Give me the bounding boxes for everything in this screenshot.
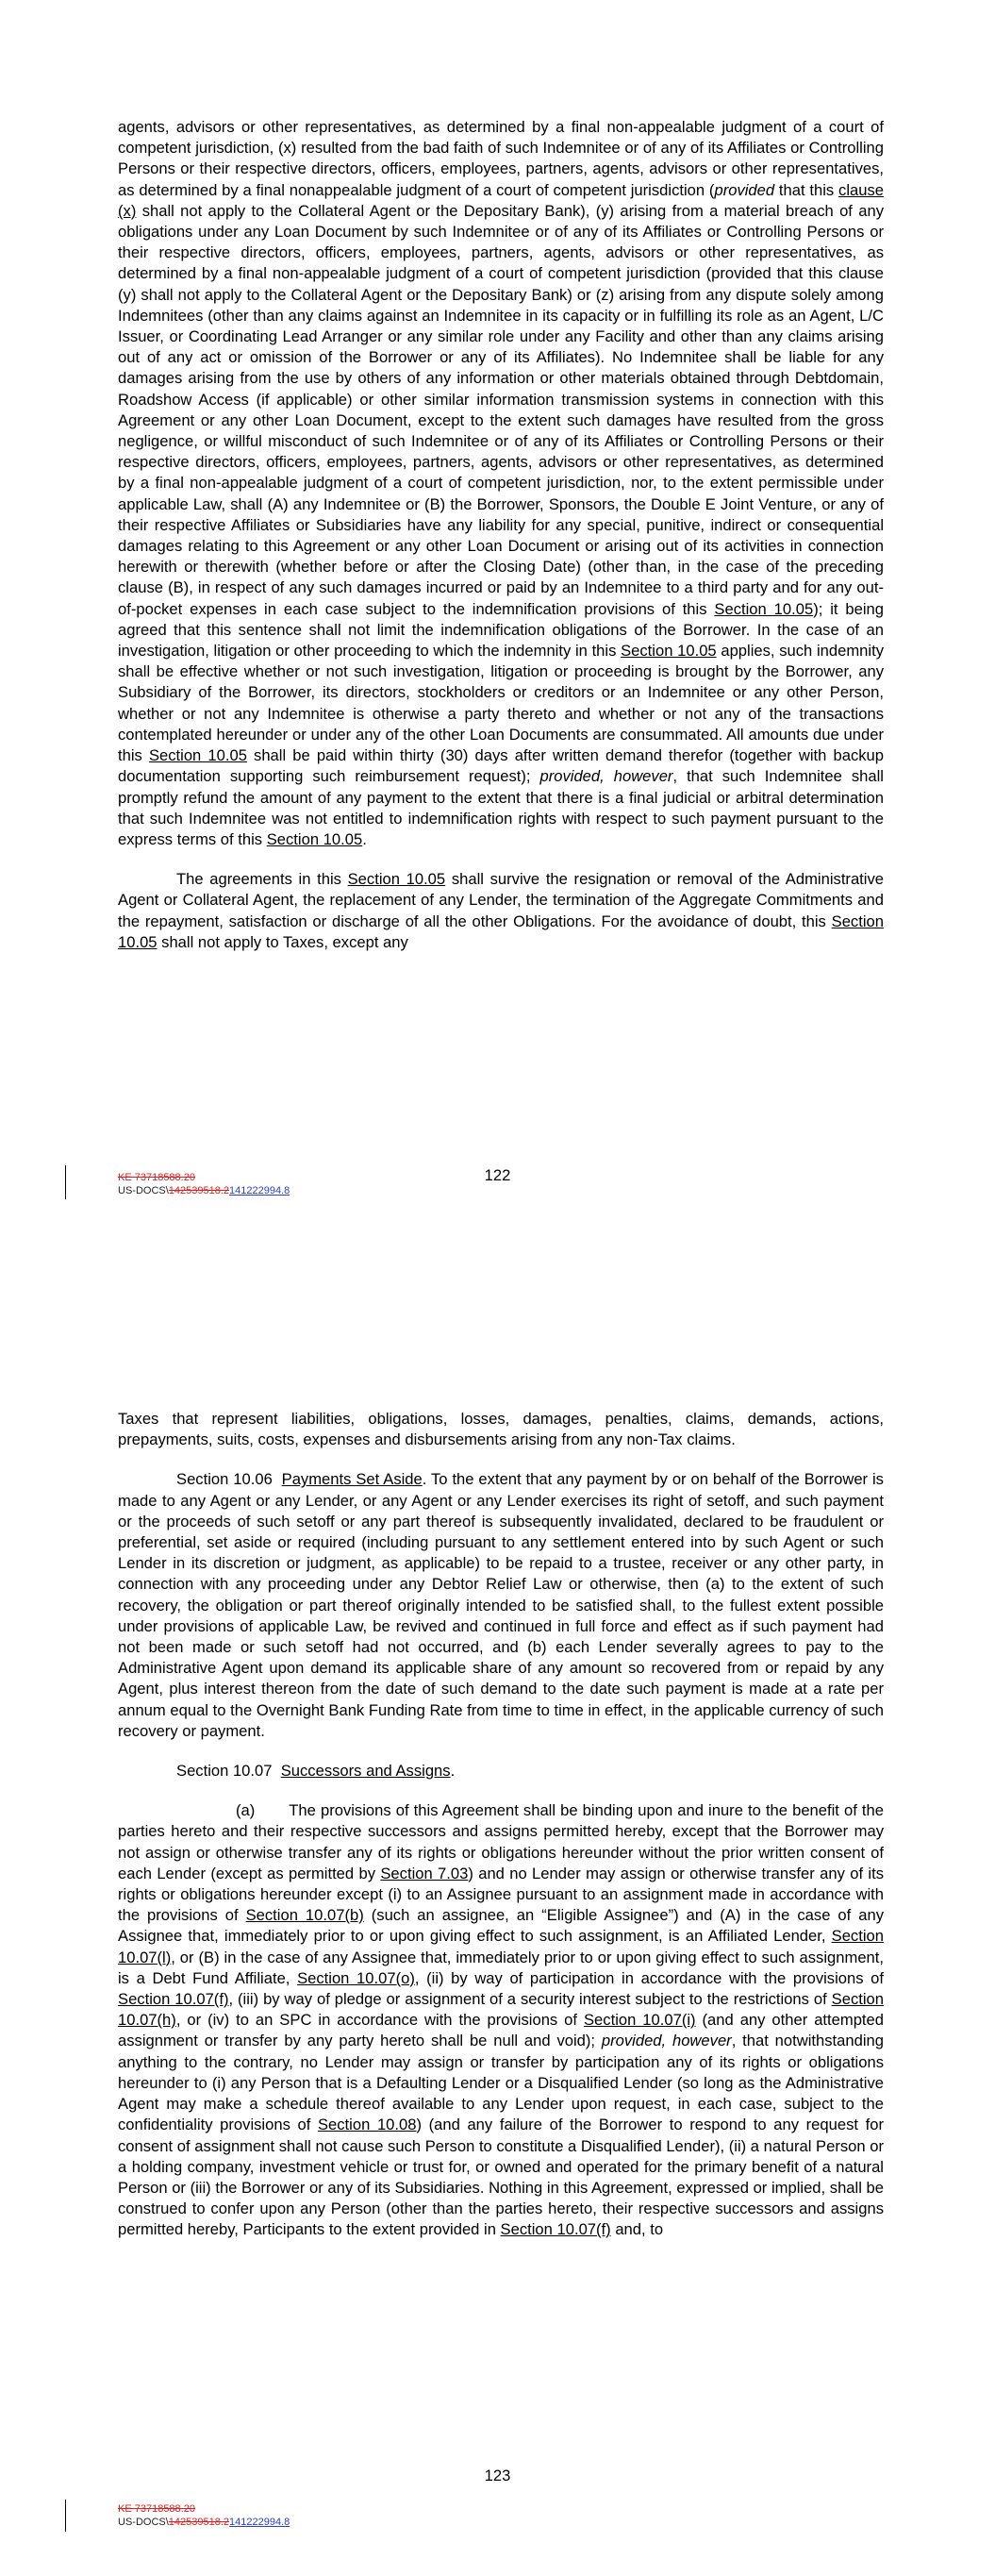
- section-ref: Section 10.07(l): [118, 1927, 884, 1966]
- section-ref: Section 10.08: [317, 2116, 417, 2134]
- document-footer: [118, 1171, 290, 1197]
- clause-x-ref: clause (x): [118, 180, 884, 220]
- section-10-05-ref: Section 10.05: [714, 599, 814, 618]
- survival-paragraph: The agreements in this Section 10.05 shall survive the resignation or removal of the Administrative Agent or Collateral Agent, the replacement of any Lender, the termination of the Aggregate Commitments and the repayment, satisfaction or discharge of all the other Obligations. For the avoidance of doubt, this Section 10.05 shall not apply to Taxes, except any: [118, 870, 885, 951]
- section-ref: Section 10.07(h): [118, 1990, 885, 2030]
- page-123-body: [118, 1409, 884, 2241]
- provided-however-term: provided, however: [539, 767, 673, 786]
- provided-term: provided: [714, 180, 775, 199]
- section-10-06: Section 10.06 Payments Set Aside. To the extent that any payment by or on behalf of the Borrower is made to any Agent or any Lender, or any Agent or any Lender exercises its right of setoff, and such payment or the proceeds of such setoff or any part thereof is subsequently invalidated, declared to be fraudulent or preferential, set aside or required (including pursuant to any settlement entered into by such Agent or such Lender in its discretion or judgment, as applicable) to be repaid to a trustee, receiver or any other party, in connection with any proceeding under any Debtor Relief Law or otherwise, then (a) to the extent of such recovery, the obligation or part thereof originally intended to be satisfied shall, to the fullest extent possible under provisions of applicable Law, be revived and continued in full force and effect as if such payment had not been made or such setoff had not occurred, and (b) each Lender severally agrees to pay to the Administrative Agent upon demand its applicable share of any amount so recovered from or repaid by any Agent, plus interest thereon from the date of such demand to the date such payment is made at a rate per annum equal to the Overnight Bank Funding Rate from time to time in effect, in the applicable currency of such recovery or payment.: [118, 1470, 884, 1740]
- change-bar: [65, 1165, 66, 1199]
- section-ref: Section 10.07(f): [118, 1990, 229, 2009]
- page-number: 122: [484, 1166, 511, 1184]
- change-bar: [65, 2500, 66, 2532]
- page-123: [0, 1288, 995, 2576]
- clause-label: (a): [236, 1801, 256, 1820]
- section-10-05-ref: Section 10.05: [347, 870, 446, 889]
- page-number: 123: [484, 2467, 511, 2484]
- provided-however-term: provided, however: [601, 2032, 732, 2050]
- section-title: Payments Set Aside: [281, 1470, 423, 1489]
- footer-deleted-id: KE 73718588.20: [118, 1172, 195, 1183]
- document-footer: [118, 2502, 290, 2529]
- section-10-05-ref: Section 10.05: [266, 829, 363, 848]
- continuation-paragraph: Taxes that represent liabilities, obligations, losses, damages, penalties, claims, demands, actions, prepayments, suits, costs, expenses and disbursements arising from any non-Tax claims.: [118, 1410, 884, 1449]
- indemnity-paragraph: agents, advisors or other representatives, as determined by a final non-appealable judgment of a court of competent jurisdiction, (x) resulted from the bad faith of such Indemnitee or of any of its Affiliates or Controlling Persons or their respective directors, officers, employees, partners, agents, advisors or other representatives, as determined by a final nonappealable judgment of a court of competent jurisdiction (provided that this clause (x) shall not apply to the Collateral Agent or the Depositary Bank), (y) arising from a material breach of any obligations under any Loan Document by such Indemnitee or of any of its Affiliates or Controlling Persons or their respective directors, officers, employees, partners, agents, advisors or other representatives, as determined by a final non-appealable judgment of a court of competent jurisdiction (provided that this clause (y) shall not apply to the Collateral Agent or the Depositary Bank) or (z) arising from any dispute solely among Indemnitees (other than any claims against an Indemnitee in its capacity or in fulfilling its role as an Agent, L/C Issuer, or Coordinating Lead Arranger or any similar role under any Facility and other than any claims arising out of any act or omission of the Borrower or any of its Affiliates). No Indemnitee shall be liable for any damages arising from the use by others of any information or other materials obtained through Debtdomain, Roadshow Access (if applicable) or other similar information transmission systems in connection with this Agreement or any other Loan Document, except to the extent such damages have resulted from the gross negligence, or willful misconduct of such Indemnitee or of any of its Affiliates or Controlling Persons or their respective directors, officers, employees, partners, agents, advisors or other representatives, as determined by a final non-appealable judgment of a court of competent jurisdiction, nor, to the extent permissible under applicable Law, shall (A) any Indemnitee or (B) the Borrower, Sponsors, the Double E Joint Venture, or any of their respective Affiliates or Subsidiaries have any liability for any special, punitive, indirect or consequential damages relating to this Agreement or any other Loan Document or arising out of its activities in connection herewith or therewith (whether before or after the Closing Date) (other than, in the case of the preceding clause (B), in respect of any such damages incurred or paid by an Indemnitee to a third party and for any out-of-pocket expenses in each case subject to the indemnification provisions of this Section 10.05); it being agreed that this sentence shall not limit the indemnification obligations of the Borrower. In the case of an investigation, litigation or other proceeding to which the indemnity in this Section 10.05 applies, such indemnity shall be effective whether or not such investigation, litigation or proceeding is brought by the Borrower, any Subsidiary of the Borrower, its directors, stockholders or creditors or an Indemnitee or any other Person, whether or not any Indemnitee is otherwise a party thereto and whether or not any of the transactions contemplated hereunder or under any of the other Loan Documents are consummated. All amounts due under this Section 10.05 shall be paid within thirty (30) days after written demand therefor (together with backup documentation supporting such reimbursement request); provided, however, that such Indemnitee shall promptly refund the amount of any payment to the extent that there is a final judicial or arbitral determination that such Indemnitee was not entitled to indemnification rights with respect to such payment pursuant to the express terms of this Section 10.05.: [118, 118, 885, 848]
- section-ref: Section 10.07(o): [297, 1968, 415, 1987]
- section-ref: Section 7.03: [380, 1864, 469, 1882]
- clause-a-paragraph: (a) The provisions of this Agreement shall be binding upon and inure to the benefit of the parties hereto and their respective successors and assigns permitted hereby, except that the Borrower may not assign or otherwise transfer any of its rights or obligations hereunder without the prior written consent of each Lender (except as permitted by Section 7.03) and no Lender may assign or otherwise transfer any of its rights or obligations hereunder except (i) to an Assignee pursuant to an assignment made in accordance with the provisions of Section 10.07(b) (such an assignee, an “Eligible Assignee”) and (A) in the case of any Assignee that, immediately prior to or upon giving effect to such assignment, is an Affiliated Lender, Section 10.07(l), or (B) in the case of any Assignee that, immediately prior to or upon giving effect to such assignment, is a Debt Fund Affiliate, Section 10.07(o), (ii) by way of participation in accordance with the provisions of Section 10.07(f), (iii) by way of pledge or assignment of a security interest subject to the restrictions of Section 10.07(h), or (iv) to an SPC in accordance with the provisions of Section 10.07(i) (and any other attempted assignment or transfer by any party hereto shall be null and void); provided, however, that notwithstanding anything to the contrary, no Lender may assign or transfer by participation any of its rights or obligations hereunder to (i) any Person that is a Defaulting Lender or a Disqualified Lender (so long as the Administrative Agent may make a schedule thereof available to any Lender upon request, in each case, subject to the confidentiality provisions of Section 10.08) (and any failure of the Borrower to respond to any request for consent of assignment shall not cause such Person to constitute a Disqualified Lender), (ii) a natural Person or a holding company, investment vehicle or trust for, or owned and operated for the primary benefit of a natural Person or (iii) the Borrower or any of its Subsidiaries. Nothing in this Agreement, expressed or implied, shall be construed to confer upon any Person (other than the parties hereto, their respective successors and assigns permitted hereby, Participants to the extent provided in Section 10.07(f) and, to: [118, 1801, 885, 2239]
- section-10-07-heading: Section 10.07 Successors and Assigns.: [176, 1762, 456, 1781]
- footer-doc-id: US-DOCS\142539518.2141222994.8: [118, 1185, 290, 1196]
- section-10-05-ref: Section 10.05: [148, 746, 247, 765]
- footer-doc-id: US-DOCS\142539518.2141222994.8: [118, 2517, 290, 2528]
- section-10-05-ref: Section 10.05: [621, 642, 717, 661]
- section-10-05-ref: Section 10.05: [118, 912, 884, 951]
- page-122-body: [118, 117, 884, 953]
- section-ref: Section 10.07(f): [500, 2220, 611, 2239]
- footer-deleted-id: KE 73718588.20: [118, 2503, 195, 2515]
- section-ref: Section 10.07(b): [245, 1906, 364, 1925]
- section-title: Successors and Assigns: [280, 1762, 451, 1781]
- section-label: Section 10.06: [176, 1470, 273, 1489]
- section-label: Section 10.07: [176, 1762, 273, 1781]
- section-ref: Section 10.07(i): [583, 2011, 696, 2030]
